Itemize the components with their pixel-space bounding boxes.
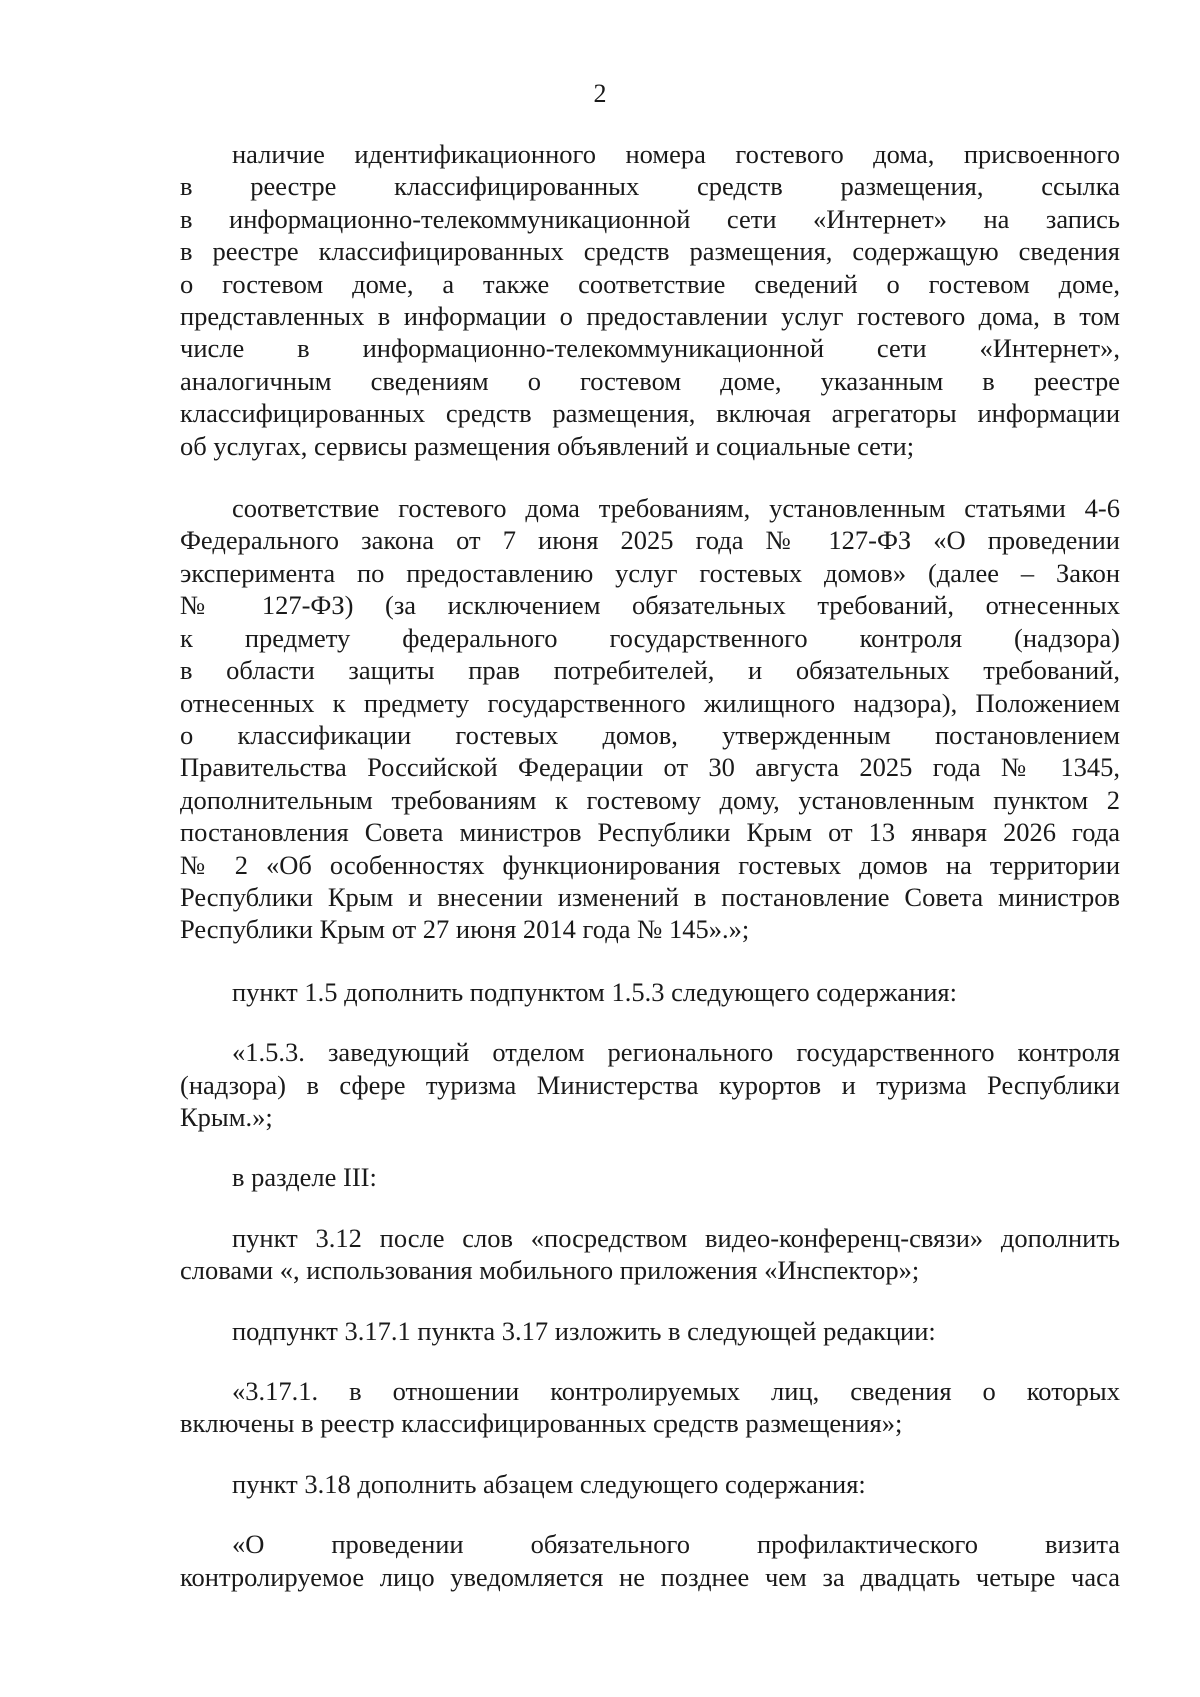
text-line: словами «, использования мобильного приложения «Инспектор»; bbox=[180, 1255, 920, 1286]
page-number: 2 bbox=[593, 79, 607, 108]
text-line: Крым.»; bbox=[180, 1101, 273, 1132]
text-line: числе в информационно-телекоммуникационной сети «Интернет», bbox=[180, 333, 1120, 364]
text-line: наличие идентификационного номера гостевого дома, присвоенного bbox=[232, 139, 1120, 169]
text-line: Правительства Российской Федерации от 30 августа 2025 года № 1345, bbox=[180, 752, 1120, 783]
text-line: отнесенных к предмету государственного жилищного надзора), Положением bbox=[180, 687, 1120, 718]
text-line: подпункт 3.17.1 пункта 3.17 изложить в следующей редакции: bbox=[232, 1315, 936, 1346]
text-line: контролируемое лицо уведомляется не позднее чем за двадцать четыре часа bbox=[180, 1561, 1120, 1592]
text-line: включены в реестр классифицированных средств размещения»; bbox=[180, 1408, 903, 1439]
text-line: о гостевом доме, а также соответствие сведений о гостевом доме, bbox=[180, 268, 1120, 299]
text-line: к предмету федерального государственного контроля (надзора) bbox=[180, 622, 1120, 653]
text-line: Республики Крым и внесении изменений в постановление Совета министров bbox=[180, 881, 1120, 912]
text-line: в информационно-телекоммуникационной сети «Интернет» на запись bbox=[180, 203, 1120, 234]
text-line: в области защиты прав потребителей, и обязательных требований, bbox=[180, 655, 1120, 686]
text-line: «1.5.3. заведующий отделом регионального государственного контроля bbox=[232, 1037, 1120, 1068]
text-line: соответствие гостевого дома требованиям, установленным статьями 4-6 bbox=[232, 493, 1120, 524]
text-line: эксперимента по предоставлению услуг гостевых домов» (далее – Закон bbox=[180, 557, 1120, 588]
paragraph-item-3-12 bbox=[180, 1222, 1120, 1287]
text-line: в реестре классифицированных средств размещения, содержащую сведения bbox=[180, 236, 1120, 267]
text-line: № 127-ФЗ) (за исключением обязательных требований, отнесенных bbox=[180, 590, 1120, 621]
text-line: о классификации гостевых домов, утвержденным постановлением bbox=[180, 719, 1120, 750]
text-line: пункт 1.5 дополнить подпунктом 1.5.3 следующего содержания: bbox=[232, 976, 957, 1007]
paragraph-subitem-3-17-1-intro bbox=[180, 1315, 1120, 1347]
paragraph-guest-house-id bbox=[180, 138, 1120, 462]
paragraph-item-3-18 bbox=[180, 1468, 1120, 1500]
text-line: пункт 3.18 дополнить абзацем следующего содержания: bbox=[232, 1468, 866, 1499]
text-line: в разделе III: bbox=[232, 1162, 377, 1193]
paragraph-item-1-5 bbox=[180, 976, 1120, 1008]
text-line: Республики Крым от 27 июня 2014 года № 145».»; bbox=[180, 914, 750, 945]
text-line: в реестре классифицированных средств размещения, ссылка bbox=[180, 171, 1120, 202]
text-line: представленных в информации о предоставлении услуг гостевого дома, в том bbox=[180, 301, 1120, 332]
text-line: дополнительным требованиям к гостевому дому, установленным пунктом 2 bbox=[180, 784, 1120, 815]
text-line: аналогичным сведениям о гостевом доме, указанным в реестре bbox=[180, 365, 1120, 396]
paragraph-subitem-1-5-3 bbox=[180, 1036, 1120, 1133]
text-line: пункт 3.12 после слов «посредством видео-конференц-связи» дополнить bbox=[232, 1222, 1120, 1253]
paragraph-section-iii bbox=[180, 1161, 1120, 1193]
text-line: классифицированных средств размещения, включая агрегаторы информации bbox=[180, 398, 1120, 429]
paragraph-subitem-3-17-1 bbox=[180, 1375, 1120, 1440]
document-body bbox=[180, 138, 1120, 1593]
text-line: «О проведении обязательного профилактического визита bbox=[232, 1529, 1120, 1560]
text-line: № 2 «Об особенностях функционирования гостевых домов на территории bbox=[180, 849, 1120, 880]
text-line: об услугах, сервисы размещения объявлений и социальные сети; bbox=[180, 430, 915, 461]
text-line: «3.17.1. в отношении контролируемых лиц, сведения о которых bbox=[232, 1376, 1120, 1406]
paragraph-preventive-visit bbox=[180, 1528, 1120, 1593]
text-line: Федерального закона от 7 июня 2025 года № 127-ФЗ «О проведении bbox=[180, 525, 1120, 556]
text-line: (надзора) в сфере туризма Министерства курортов и туризма Республики bbox=[180, 1069, 1120, 1100]
paragraph-compliance-requirements bbox=[180, 492, 1120, 946]
text-line: постановления Совета министров Республики Крым от 13 января 2026 года bbox=[180, 817, 1120, 848]
